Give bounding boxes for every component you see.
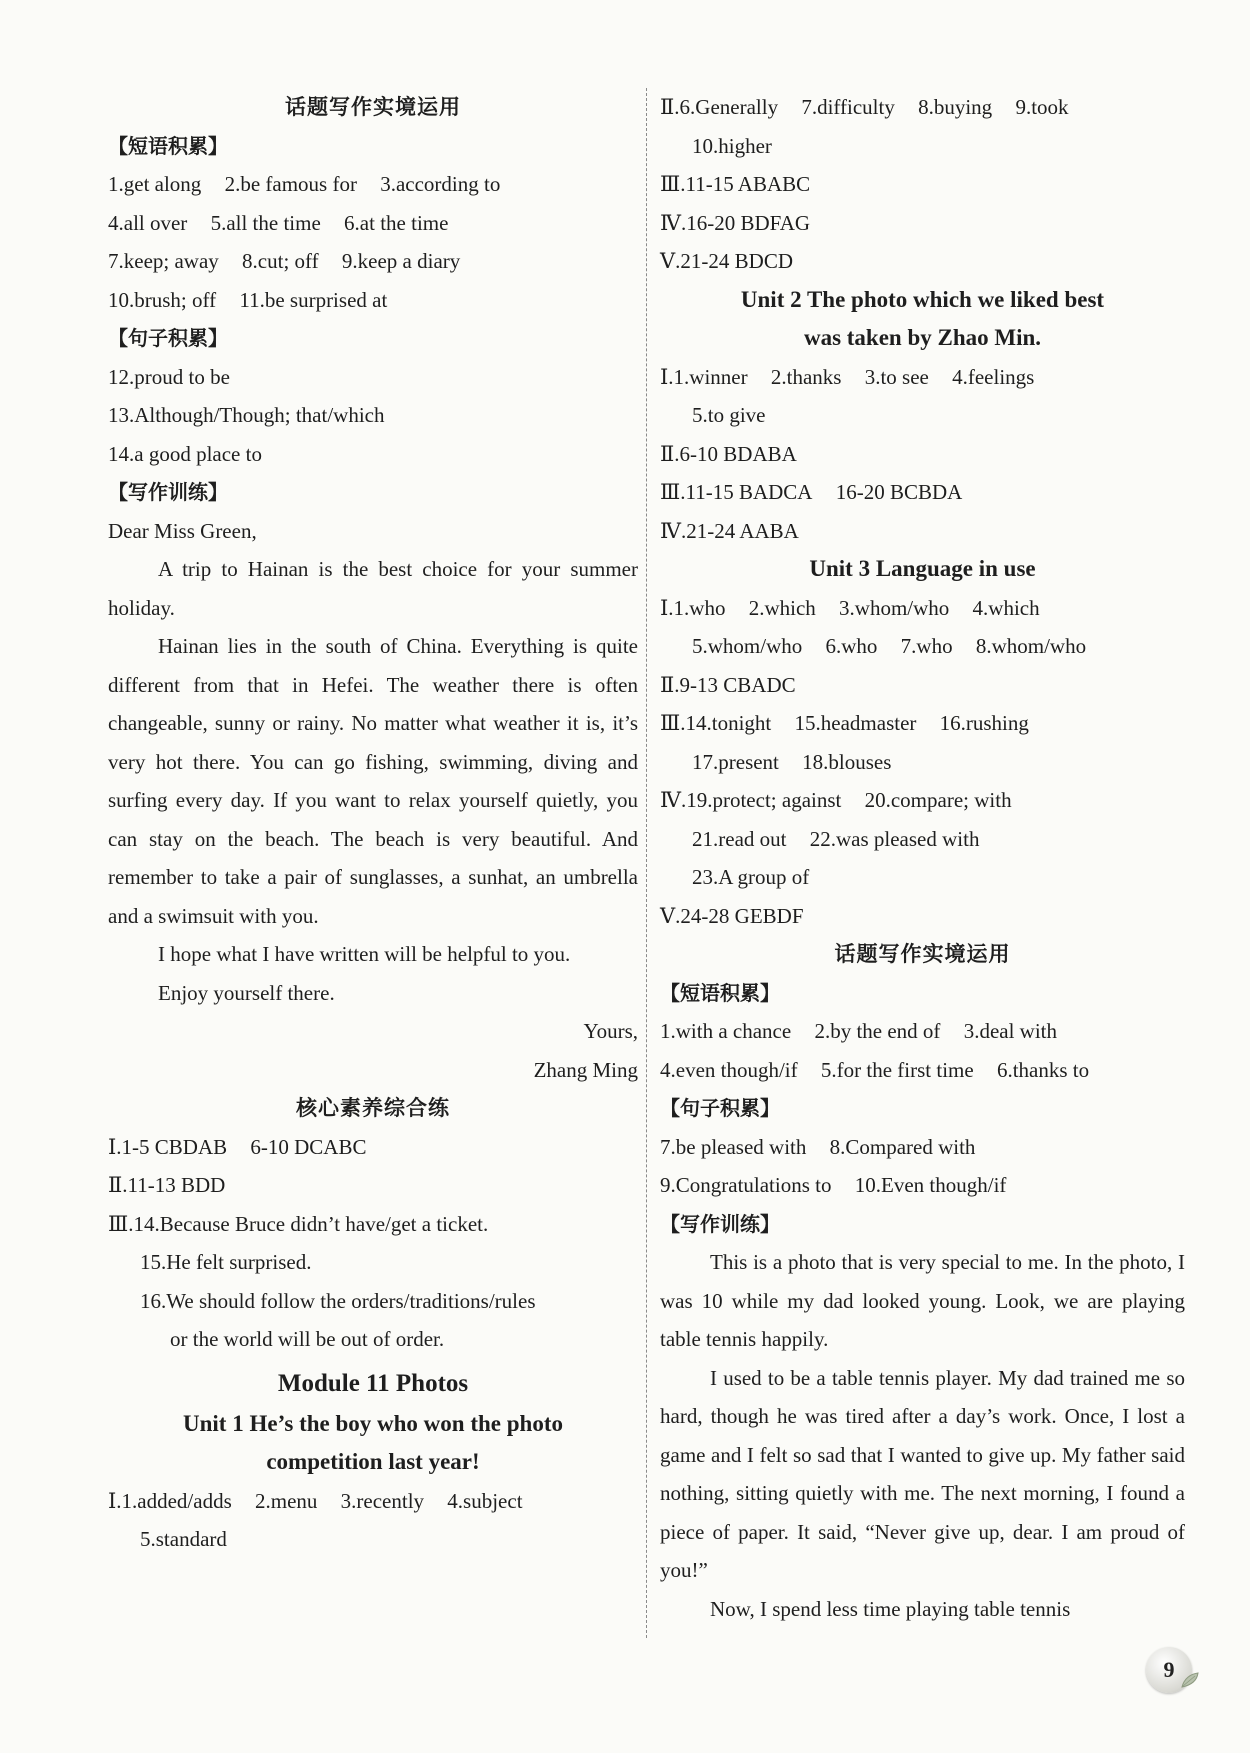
answer-item: 4.subject	[447, 1488, 523, 1513]
answer-item: Ⅲ.14.tonight	[660, 711, 772, 735]
phrases-label: 【短语积累】	[660, 980, 780, 1005]
unit-title: Unit 1 He’s the boy who won the photo	[183, 1410, 563, 1436]
column-divider	[646, 88, 647, 1638]
sentence-line: 13.Although/Though; that/which	[108, 403, 385, 427]
phrase-line	[660, 1051, 1185, 1090]
answer-line	[660, 589, 1185, 628]
sentence-line: 14.a good place to	[108, 441, 262, 466]
answer-item: 21.read out	[692, 826, 787, 851]
letter-paragraph: A trip to Hainan is the best choice for your summer holiday.	[108, 557, 638, 620]
answer-line	[660, 704, 1185, 743]
writing-label: 【写作训练】	[108, 480, 228, 504]
answer-item: 15.headmaster	[794, 711, 917, 735]
answer-item: 9.Congratulations to	[660, 1173, 832, 1197]
leaf-icon	[1180, 1671, 1200, 1689]
answer-item: Ⅲ.11-15 BADCA	[660, 480, 813, 504]
answer-item: Ⅰ.1.added/adds	[108, 1488, 232, 1513]
answer-line	[660, 358, 1185, 397]
phrases-label: 【短语积累】	[108, 133, 228, 158]
unit-title-continued: competition last year!	[266, 1449, 480, 1474]
answer-item: 8.buying	[918, 95, 993, 119]
answer-line	[108, 1482, 638, 1521]
answer-item: 5.whom/who	[692, 634, 803, 658]
answer-line: Ⅱ.9-13 CBADC	[660, 672, 796, 697]
answer-item: 7.who	[900, 634, 953, 658]
answer-item: 20.compare; with	[864, 788, 1012, 812]
answer-item: Ⅰ.1.winner	[660, 364, 748, 389]
answer-item: 3.recently	[340, 1488, 425, 1513]
answer-item: 10.brush; off	[108, 287, 217, 312]
answer-line	[660, 820, 1185, 859]
answer-item: 17.present	[692, 749, 779, 774]
answer-item: 2.by the end of	[814, 1019, 941, 1043]
letter-paragraph: I hope what I have written will be helpful to you.	[158, 942, 571, 966]
answer-line: 16.We should follow the orders/traditions/rules	[140, 1288, 536, 1313]
answer-item: 11.be surprised at	[239, 287, 388, 312]
answer-item: Ⅰ.1-5 CBDAB	[108, 1134, 228, 1159]
answer-item: 7.be pleased with	[660, 1134, 807, 1159]
phrase-line	[108, 242, 638, 281]
answer-line: Ⅴ.24-28 GEBDF	[660, 903, 804, 928]
sentence-line	[660, 1128, 1185, 1167]
answer-item: 2.which	[748, 595, 816, 620]
page-number-badge	[1146, 1647, 1202, 1703]
left-column	[108, 88, 638, 1559]
answer-item: 6.thanks to	[996, 1057, 1090, 1082]
practice-heading: 核心素养综合练	[296, 1096, 450, 1120]
answer-line: Ⅳ.21-24 AABA	[660, 518, 799, 543]
answer-line: 10.higher	[692, 133, 772, 158]
phrase-line	[108, 204, 638, 243]
letter-paragraph: Enjoy yourself there.	[158, 980, 335, 1005]
answer-item: 10.Even though/if	[854, 1173, 1007, 1197]
page-number: 9	[1163, 1657, 1175, 1682]
phrase-line	[660, 1012, 1185, 1051]
phrase-line	[108, 281, 638, 320]
answer-item: 5.all the time	[210, 210, 321, 235]
answer-line: 23.A group of	[692, 865, 810, 889]
answer-line: Ⅲ.11-15 ABABC	[660, 172, 811, 196]
answer-line	[660, 473, 1185, 512]
answer-item: 4.which	[972, 595, 1040, 620]
answer-line	[108, 1128, 638, 1167]
answer-item: 3.deal with	[963, 1019, 1057, 1043]
answer-line	[660, 781, 1185, 820]
letter-paragraph: Hainan lies in the south of China. Everything is quite different from that in Hefei. The weather there is often changeable, sunny or rainy. No matter what weather it is, it’s very hot there. You can go fishing, swimming, diving and surfing every day. If you want to relax yourself quietly, you can stay on the beach. The beach is very beautiful. And remember to take a pair of sunglasses, a sunhat, an umbrella and a swimsuit with you.	[108, 634, 638, 928]
answer-item: Ⅳ.19.protect; against	[660, 788, 842, 812]
answer-line: Ⅲ.14.Because Bruce didn’t have/get a ticket.	[108, 1211, 489, 1236]
answer-line: Ⅱ.11-13 BDD	[108, 1173, 226, 1197]
answer-line: Ⅴ.21-24 BDCD	[660, 249, 794, 273]
topic-writing-heading: 话题写作实境运用	[834, 942, 1011, 966]
sentence-line	[660, 1166, 1185, 1205]
answer-item: 3.according to	[380, 172, 501, 196]
answer-item: 8.cut; off	[242, 249, 319, 273]
answer-item: Ⅱ.6.Generally	[660, 95, 779, 119]
answer-item: Ⅰ.1.who	[660, 595, 726, 620]
letter-signature: Zhang Ming	[533, 1057, 638, 1082]
module-title: Module 11 Photos	[277, 1369, 469, 1397]
right-column	[660, 88, 1185, 1628]
essay-paragraph: Now, I spend less time playing table tennis	[710, 1596, 1071, 1621]
answer-item: 6.who	[825, 634, 878, 658]
answer-item: 5.for the first time	[820, 1057, 974, 1082]
answer-line	[660, 88, 1185, 127]
essay-paragraph: This is a photo that is very special to me. In the photo, I was 10 while my dad looked young. Look, we are playing table tennis happily.	[660, 1250, 1185, 1351]
answer-line: 5.standard	[140, 1527, 227, 1551]
answer-line	[660, 743, 1185, 782]
answer-line: 15.He felt surprised.	[140, 1250, 312, 1274]
answer-item: 9.keep a diary	[341, 249, 461, 273]
answer-item: 8.Compared with	[829, 1134, 976, 1159]
unit-title: Unit 2 The photo which we liked best	[740, 286, 1105, 312]
sentence-line: 12.proud to be	[108, 364, 230, 389]
answer-item: 4.all over	[108, 210, 188, 235]
answer-line: Ⅳ.16-20 BDFAG	[660, 210, 811, 235]
writing-label: 【写作训练】	[660, 1211, 780, 1236]
letter-salutation: Dear Miss Green,	[108, 518, 257, 543]
answer-item: 9.took	[1015, 95, 1069, 119]
answer-item: 8.whom/who	[975, 634, 1087, 658]
answer-item: 6-10 DCABC	[250, 1134, 367, 1159]
topic-writing-heading: 话题写作实境运用	[285, 95, 461, 119]
answer-item: 4.feelings	[952, 364, 1035, 389]
letter-closing: Yours,	[583, 1019, 638, 1043]
phrase-line	[108, 165, 638, 204]
answer-item: 3.whom/who	[839, 595, 950, 620]
answer-line: Ⅱ.6-10 BDABA	[660, 441, 797, 466]
answer-item: 18.blouses	[802, 749, 892, 774]
answer-item: 3.to see	[864, 364, 929, 389]
answer-item: 16-20 BCBDA	[835, 480, 963, 504]
answer-item: 7.keep; away	[108, 249, 219, 273]
answer-line: 5.to give	[692, 403, 766, 427]
answer-item: 4.even though/if	[660, 1057, 798, 1082]
sentences-label: 【句子积累】	[660, 1096, 780, 1120]
answer-item: 1.with a chance	[660, 1019, 792, 1043]
answer-item: 1.get along	[108, 172, 202, 196]
answer-item: 2.be famous for	[224, 172, 357, 196]
answer-line	[660, 627, 1185, 666]
essay-paragraph: I used to be a table tennis player. My dad trained me so hard, though he was tired after a day’s work. Once, I lost a game and I felt so sad that I wanted to give up. My father said nothing, sitting quietly with me. The next morning, I found a piece of paper. It said, “Never give up, dear. I am proud of you!”	[660, 1365, 1185, 1582]
answer-item: 6.at the time	[344, 210, 449, 235]
answer-line: or the world will be out of order.	[170, 1327, 445, 1351]
unit-title-continued: was taken by Zhao Min.	[803, 325, 1042, 350]
sentences-label: 【句子积累】	[108, 326, 228, 350]
answer-item: 2.thanks	[770, 364, 842, 389]
answer-item: 2.menu	[255, 1488, 318, 1513]
answer-item: 16.rushing	[939, 711, 1029, 735]
answer-item: 22.was pleased with	[809, 826, 980, 851]
answer-item: 7.difficulty	[801, 95, 895, 119]
unit-title: Unit 3 Language in use	[809, 556, 1036, 581]
